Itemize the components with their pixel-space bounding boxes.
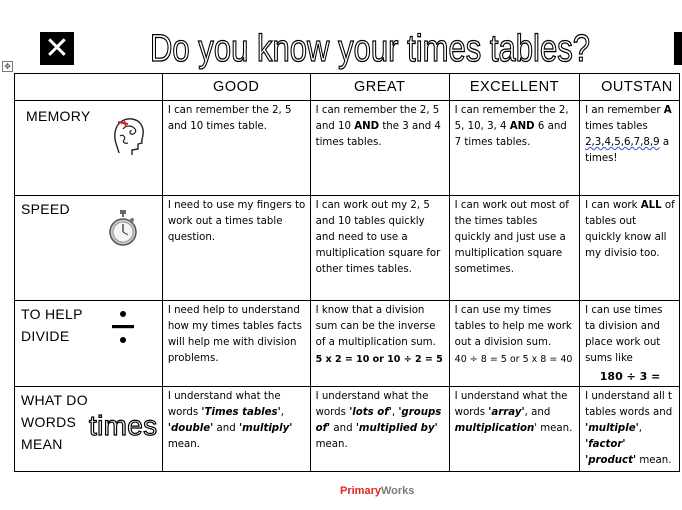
column-header-good: GOOD [162,74,310,101]
cell-text-run: 6 and 7 times tables. [454,121,567,148]
cell-text-run: 'lots of' [349,407,392,418]
cell-text [316,198,445,278]
cell-speed-great [310,196,449,301]
cell-text [585,198,675,262]
cell-text-run: I can work [585,200,641,211]
cell-text-run: 2,3,4,5,6,7,8,9 [585,137,660,148]
cell-text-run: of tables out quickly know all my divisio too. [585,200,675,259]
row-label-divide-line-1: TO HELP [21,306,83,322]
cell-divide-outstanding [580,301,680,387]
cell-text-run: mean. [636,455,672,466]
cell-text-run: a times! [585,137,670,164]
cell-words-good [162,387,310,472]
thinking-head-icon [110,115,146,157]
equation-text: 5 x 2 = 10 or 10 ÷ 2 = 5 [315,354,443,365]
cell-text-run: I understand all t tables words and [585,391,673,418]
cell-text [168,303,306,367]
cell-text-run: AND [509,121,535,132]
cell-text-run: 'double' [167,423,214,434]
cell-text-run: ' mean. [534,423,573,434]
table-row-memory [15,101,680,196]
page-title [150,24,600,70]
row-label-divide-line-2: DIVIDE [21,328,70,344]
stopwatch-icon [108,208,138,248]
cell-text-run: , and [524,407,551,418]
times-word-text: times [89,410,158,441]
cell-words-great [310,387,449,472]
table-row-words [15,387,680,472]
cell-text [455,389,575,437]
column-header-outstanding: OUTSTAN [580,74,680,101]
cell-text [168,103,306,135]
rubric-table [14,73,680,472]
cell-text-run: the 3 and 4 times tables. [315,121,441,148]
column-header-excellent: EXCELLENT [449,74,579,101]
cell-text-run: times tables [585,121,648,132]
cell-text-run: 'array' [488,407,525,418]
cell-text [585,103,675,167]
cell-text-run: 'Times tables' [201,407,281,418]
cell-text-run: I need help to understand how my times tables facts will help me with division problems. [167,305,302,364]
corner-cell [15,74,163,101]
row-label-words-line-1: WHAT DO WORDS [21,392,88,430]
cell-divide-good [162,301,310,387]
cell-text-run: 'product' [585,455,637,466]
cell-text [585,303,675,367]
row-label-memory: MEMORY [26,108,91,124]
row-label-cell [15,301,163,387]
cell-text [455,103,575,151]
division-sign-icon [109,307,137,347]
cell-divide-great [310,301,449,387]
logo-primary: Primary [340,485,381,497]
cell-text [316,103,445,151]
cell-text-run: I understand what the words [454,391,568,418]
cell-text-run: and [213,423,239,434]
cell-speed-outstanding [580,196,680,301]
cell-memory-great [310,101,449,196]
cell-speed-good [162,196,310,301]
cell-text-run: I can use my times tables to help me work out a division sum. [454,305,572,348]
cell-memory-excellent [449,101,579,196]
cell-text-run: 'factor' [585,439,626,450]
cell-text-run: I need to use my fingers to work out a times table question. [167,200,306,243]
row-label-cell [15,387,163,472]
cell-text-run: multiplication [454,423,535,434]
cell-text [168,389,306,453]
cell-text-run: , [280,407,284,418]
cell-text-run: I understand what the words [167,391,281,418]
row-label-cell [15,196,163,301]
cell-text [316,389,445,453]
cell-memory-good [162,101,310,196]
cell-words-outstanding [580,387,680,472]
cell-text-run: , [391,407,399,418]
cell-text-run: I can use times ta division and place work out sums like [585,305,663,364]
cell-text-run: I can work out my 2, 5 and 10 tables quickly and need to use a multiplication square for other times tables. [315,200,441,275]
edge-block [674,32,682,65]
cell-text [316,303,445,351]
cell-text-run: I can remember the 2, 5, 10, 3, 4 [454,105,569,132]
cell-words-excellent [449,387,579,472]
cell-text [585,389,675,469]
cell-text-run: I can remember the 2, 5 and 10 [315,105,440,132]
cell-text-run: I know that a division sum can be the inverse of a multiplication sum. [315,305,436,348]
cell-divide-excellent [449,301,579,387]
cell-memory-outstanding [580,101,680,196]
cell-text-run: mean. [315,439,348,450]
column-header-great: GREAT [310,74,449,101]
table-row-speed [15,196,680,301]
cell-text-run: and [330,423,356,434]
cell-text [455,303,575,351]
cell-text-run: 'multiplied by' [355,423,438,434]
row-label-words-line-2: MEAN [21,436,63,452]
header-row [15,74,680,101]
cell-text [455,198,575,278]
table-row-divide [15,301,680,387]
cell-text-run: ALL [640,200,662,211]
cell-text-run: I understand what the words [315,391,429,418]
cell-text [168,198,306,246]
cell-text-run: mean. [167,439,200,450]
cell-text-run: A [663,105,672,116]
cell-speed-excellent [449,196,579,301]
cell-text-run: AND [354,121,380,132]
cell-text-run: I can remember the 2, 5 and 10 times table. [167,105,292,132]
cell-text-run: 'multiple' [585,423,639,434]
equation-text: 40 ÷ 8 = 5 or 5 x 8 = 40 [454,354,573,365]
page-title-text: Do you know your times tables? [150,28,590,70]
equation-text: 180 ÷ 3 = [599,370,661,383]
cell-text-run: 'groups of' [315,407,442,434]
cell-text-run: I can work out most of the times tables quickly and just use a multiplication square sometimes. [454,200,569,275]
cell-text-run: , [638,423,642,434]
primaryworks-logo [340,485,414,497]
cell-text-run: 'multiply' [238,423,293,434]
table-move-handle-icon[interactable]: ✥ [2,61,13,72]
row-label-cell [15,101,163,196]
row-label-speed: SPEED [21,201,70,217]
times-word-art [87,409,159,443]
cell-text-run: I an remember [585,105,664,116]
close-icon[interactable]: ✕ [40,32,74,65]
logo-works: Works [380,485,415,497]
